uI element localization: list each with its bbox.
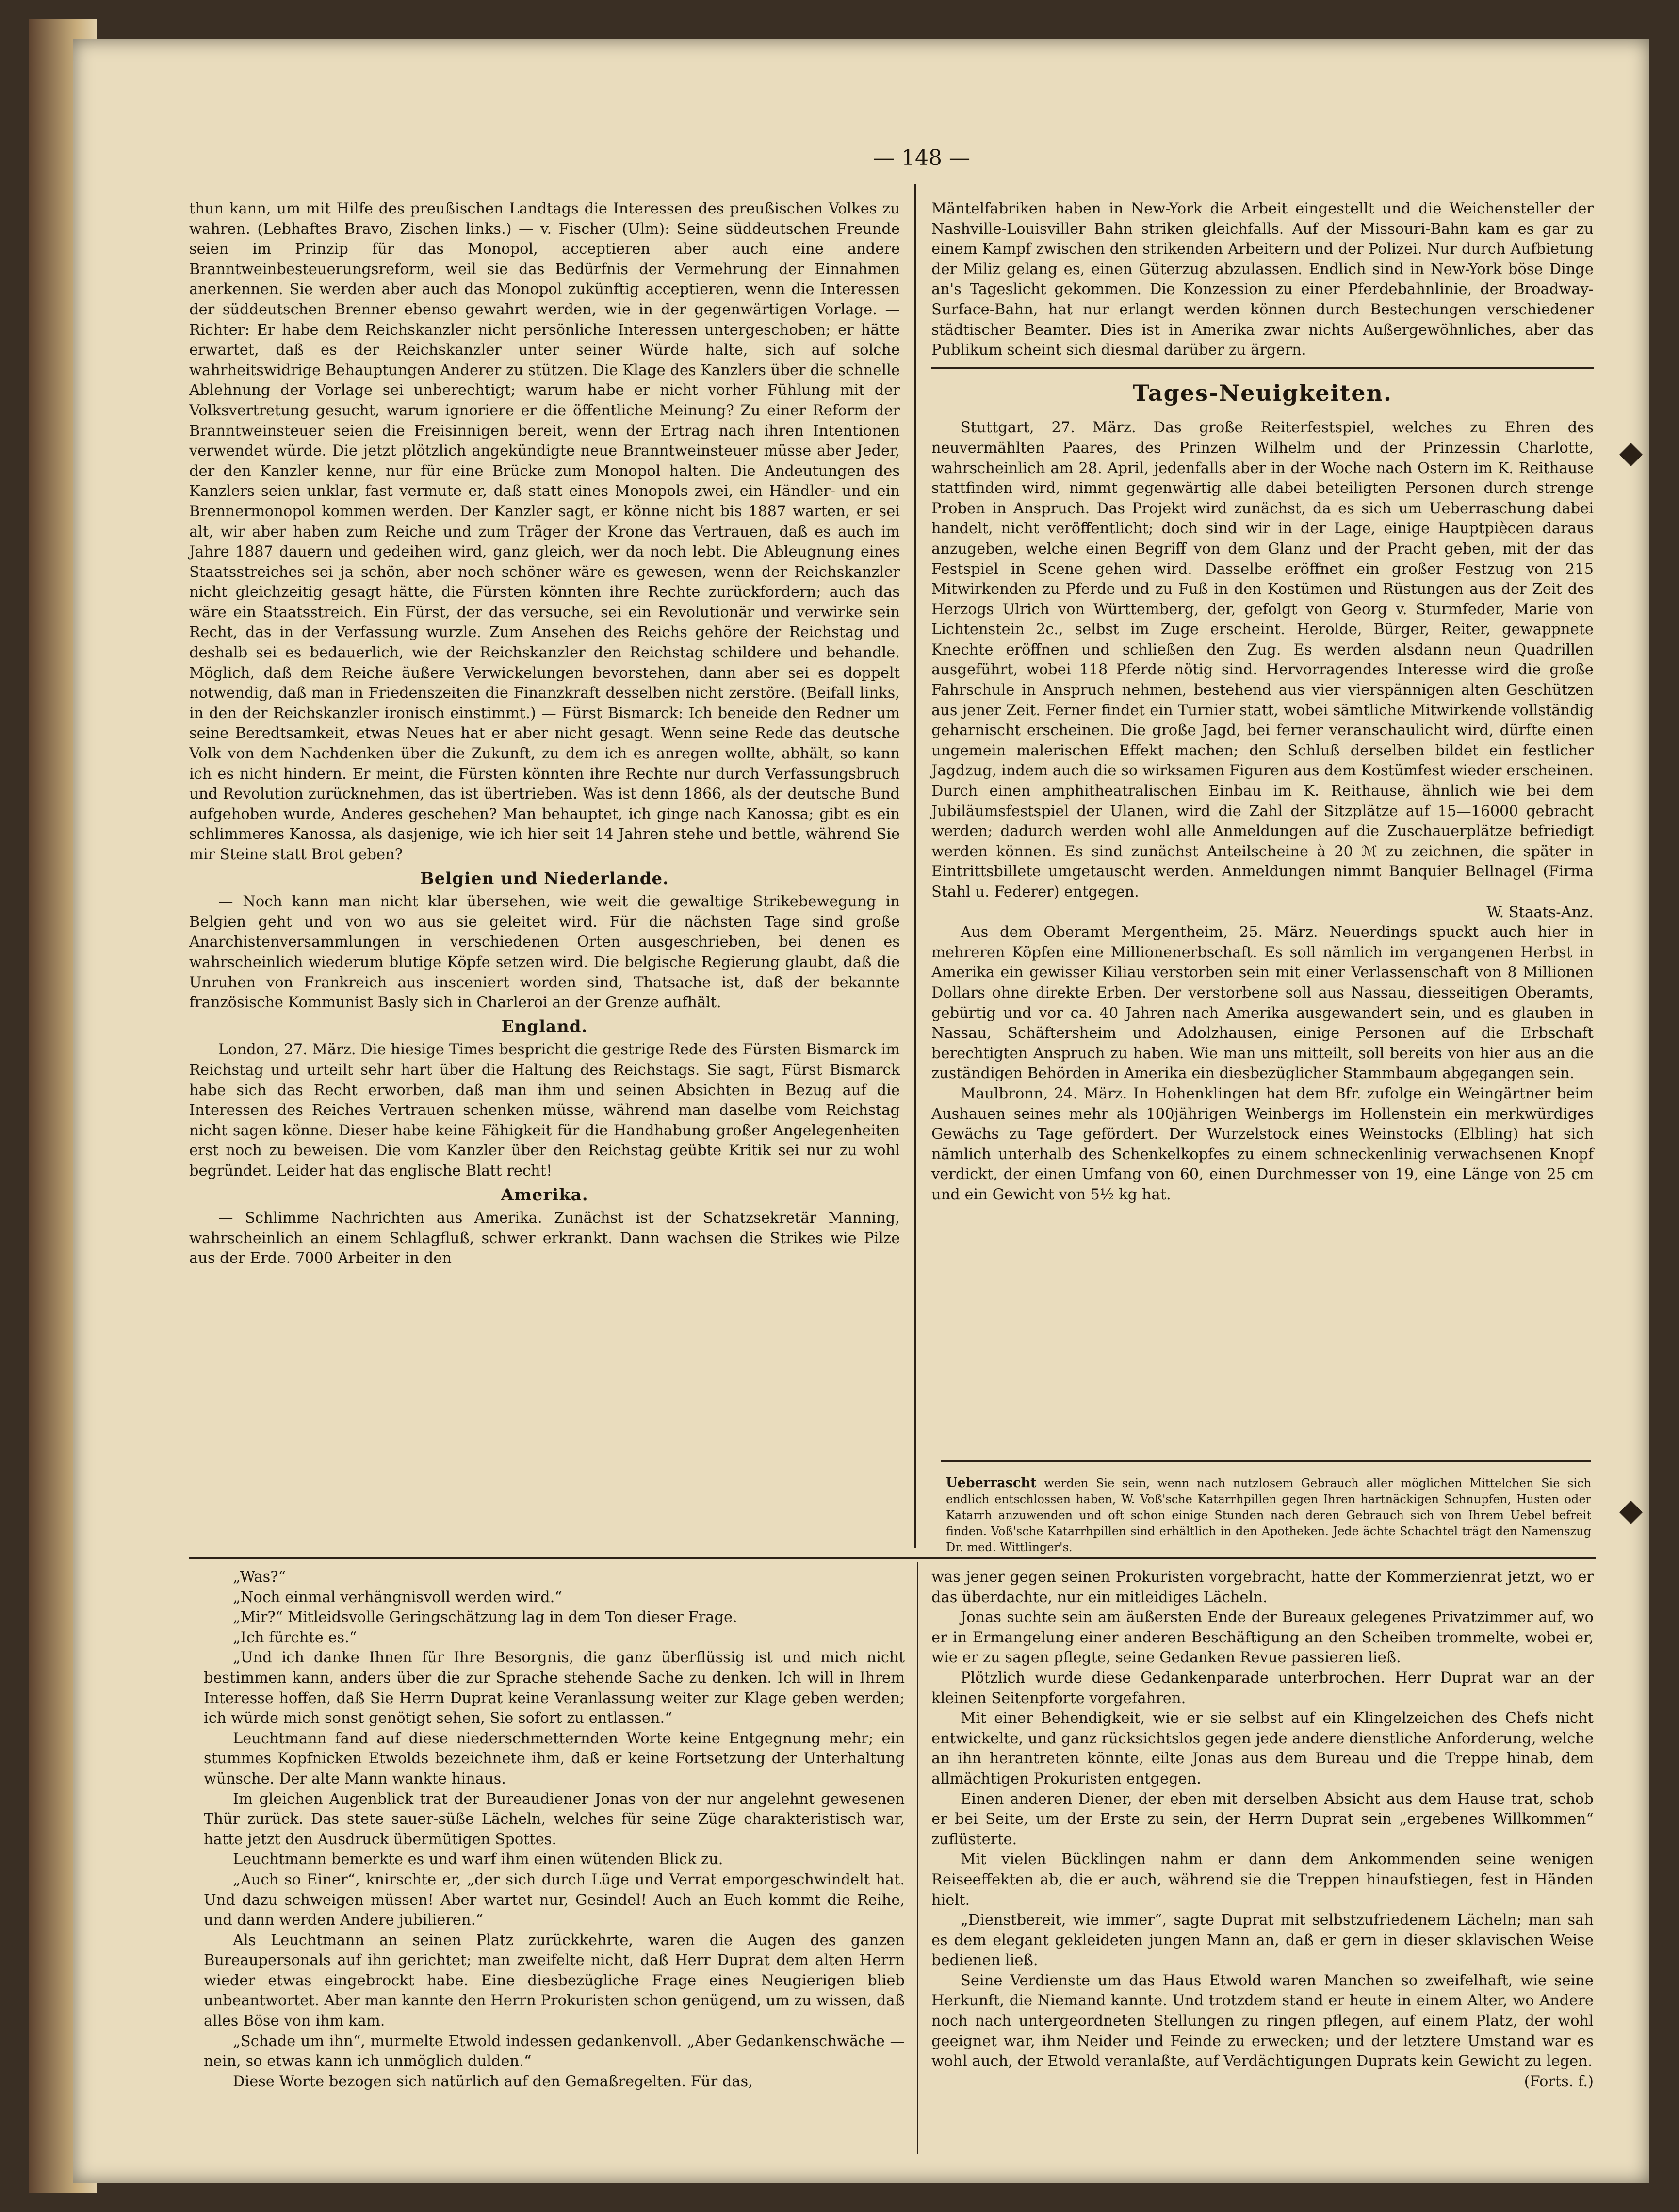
margin-marker-icon	[1619, 1501, 1643, 1524]
feuilleton-left-p4: „Ich fürchte es.“	[233, 1629, 357, 1646]
feuilleton-left-p12: Diese Worte bezogen sich natürlich auf den Gemaßregelten. Für das,	[233, 2073, 753, 2090]
heading-england: England.	[501, 1016, 588, 1036]
feuilleton-right-p3: Plötzlich wurde diese Gedankenparade unterbrochen. Herr Duprat war an der kleinen Seitenpforte vorgefahren.	[931, 1669, 1594, 1707]
feuilleton-left-p9: „Auch so Einer“, knirschte er, „der sich durch Lüge und Verrat emporgeschwindelt hat. Und dazu schweigen müssen! Aber wartet nur, Gesindel! Auch an Euch kommt die Reihe, und dann werden Andere jubilieren.“	[204, 1871, 905, 1929]
feuilleton-right-p4: Mit einer Behendigkeit, wie er sie selbst auf ein Klingelzeichen des Chefs nicht entwickelte, und ganz rücksichtslos gegen jede andere dienstliche Anforderung, welche an ihn herantreten könnte, eilte Jonas aus dem Bureau und die Treppe hinab, dem allmächtigen Prokuristen entgegen.	[931, 1710, 1594, 1787]
heading-belgium: Belgien und Niederlande.	[420, 868, 669, 888]
right-top-column	[931, 199, 1594, 1205]
signature-staatsanzeiger: W. Staats-Anz.	[1486, 903, 1594, 921]
feuilleton-rule	[189, 1557, 1596, 1559]
heading-america: Amerika.	[501, 1185, 588, 1205]
paragraph-reichstag: thun kann, um mit Hilfe des preußischen Landtags die Interessen des preußischen Volkes zu wahren. (Lebhaftes Bravo, Zischen links.) — v. Fischer (Ulm): Seine süddeutschen Freunde seien im Prinzip für das Monopol, acceptieren aber auch eine andere Branntweinbesteuerungsreform, weil sie das Bedürfnis der Vermehrung der Einnahmen anerkennen. Sie werden aber auch das Monopol zukünftig acceptieren, wenn die Interessen der süddeutschen Brenner ebenso gewahrt werden, wie in der gegenwärtigen Vorlage. — Richter: Er habe dem Reichskanzler nicht persönliche Interessen untergeschoben; er hätte erwartet, daß es der Reichskanzler unter seiner Würde halte, sich auf solche wahrheitswidrige Behauptungen Anderer zu stützen. Die Klage des Kanzlers über die schnelle Ablehnung der Vorlage sei unberechtigt; warum habe er nicht vorher Fühlung mit der Volksvertretung gesucht, warum ignoriere er die öffentliche Meinung? Zu einer Reform der Branntweinsteuer seien die Freisinnigen bereit, wenn der Ertrag nach ihren Intentionen verwendet würde. Die jetzt plötzlich angekündigte neue Branntweinsteuer müsse aber Jeder, der den Kanzler kenne, nur für eine Brücke zum Monopol halten. Die Andeutungen des Kanzlers seien unklar, fast vermute er, daß statt eines Monopols zwei, ein Händler- und ein Brennermonopol kommen werden. Der Kanzler sagt, er könne nicht bis 1887 warten, er sei alt, wir aber haben zum Reiche und zum Träger der Krone das Vertrauen, daß es auch im Jahre 1887 dauern und gedeihen wird, ganz gleich, wer da noch lebt. Die Ableugnung eines Staatsstreiches sei ja schön, aber noch schöner wäre es gewesen, wenn der Reichskanzler nicht gleichzeitig gesagt hätte, die Fürsten könnten ihre Rechte zurückfordern; auch das wäre ein Staatsstreich. Ein Fürst, der das versuche, sei ein Revolutionär und verwirke sein Recht, das in der Verfassung wurzle. Zum Ansehen des Reichs gehöre der Reichstag und deshalb sei es bedauerlich, wie der Reichskanzler den Reichstag schildere und behandle. Möglich, daß dem Reiche äußere Verwickelungen bevorstehen, dann aber sei es doppelt notwendig, daß man in Friedenszeiten die Finanzkraft desselben nicht zerstöre. (Beifall links, in den der Reichskanzler ironisch einstimmt.) — Fürst Bismarck: Ich beneide den Redner um seine Beredtsamkeit, etwas Neues hat er aber nicht gesagt. Wenn seine Rede das deutsche Volk von dem Nachdenken über die Zukunft, zu dem ich es anregen wollte, abhält, so kann ich es nicht hindern. Er meint, die Fürsten könnten ihre Rechte nur durch Verfassungsbruch und Revolution zurücknehmen, das ist übertrieben. Was ist denn 1866, als der deutsche Bund aufgehoben wurde, Anderes geschehen? Man behauptet, ich ginge nach Kanossa; gibt es ein schlimmeres Kanossa, als dasjenige, wie ich hier seit 14 Jahren stehe und bettle, während Sie mir Steine statt Brot geben?	[189, 200, 900, 863]
feuilleton-left-p2: „Noch einmal verhängnisvoll werden wird.“	[233, 1589, 562, 1606]
heading-news: Tages-Neuigkeiten.	[1132, 379, 1393, 406]
feuilleton-right-p8: Seine Verdienste um das Haus Etwold waren Manchen so zweifelhaft, wie seine Herkunft, die Niemand kannte. Und trotzdem stand er heute in einem Alter, wo Andere noch nach untergeordneten Stellungen zu ringen pflegen, auf einem Platz, der wohl geeignet war, ihm Neider und Feinde zu erwecken; und der letztere Umstand war es wohl auch, der Etwold veranlaßte, auf Verdächtigungen Duprats kein Gewicht zu legen.	[931, 1972, 1594, 2070]
feuilleton-right-p5: Einen anderen Diener, der eben mit derselben Absicht aus dem Hause trat, schob er bei Seite, um der Erste zu sein, der Herrn Duprat sein „ergebenes Willkommen“ zuflüsterte.	[931, 1790, 1594, 1848]
newspaper-page	[73, 39, 1649, 2183]
advertisement-katarrhpillen	[946, 1475, 1591, 1556]
page-number: — 148 —	[873, 146, 970, 170]
feuilleton-left-p10: Als Leuchtmann an seinen Platz zurückkehrte, waren die Augen des ganzen Bureaupersonals auf ihn gerichtet; man zweifelte nicht, daß Herr Duprat dem alten Herrn wieder etwas eingebrockt habe. Eine diesbezügliche Frage eines Neugierigen blieb unbeantwortet. Aber man kannte den Herrn Prokuristen schon genügend, um zu wissen, daß alles Böse von ihm kam.	[204, 1932, 905, 2030]
paragraph-america-continued: Mäntelfabriken haben in New-York die Arbeit eingestellt und die Weichensteller der Nashville-Louisviller Bahn striken gleichfalls. Auf der Missouri-Bahn kam es gar zu einem Kampf zwischen den strikenden Arbeitern und der Polizei. Nur durch Aufbietung der Miliz gelang es, einen Güterzug abzulassen. Endlich sind in New-York böse Dinge an's Tageslicht gekommen. Die Konzession zu einer Pferdebahnlinie, der Broadway-Surface-Bahn, hat nur erlangt werden können durch Bestechungen verschiedener städtischer Beamter. Dies ist in Amerika zwar nichts Außergewöhnliches, aber das Publikum scheint sich diesmal darüber zu ärgern.	[931, 200, 1594, 359]
feuilleton-left-column	[204, 1567, 905, 2092]
feuilleton-right-p6: Mit vielen Bücklingen nahm er dann dem Ankommenden seine wenigen Reiseeffekten ab, die er auch, während sie die Treppen hinaufstiegen, fest in Händen hielt.	[931, 1851, 1594, 1909]
feuilleton-right-p7: „Dienstbereit, wie immer“, sagte Duprat mit selbstzufriedenem Lächeln; man sah es dem elegant gekleideten jungen Mann an, daß er gern in dieser sklavischen Weise bedienen ließ.	[931, 1912, 1594, 1969]
feuilleton-left-p5: „Und ich danke Ihnen für Ihre Besorgnis, die ganz überflüssig ist und mich nicht bestimmen kann, anders über die zur Sprache stehende Sache zu denken. Ich will in Ihrem Interesse hoffen, daß Sie Herrn Duprat keine Veranlassung weiter zur Klage geben werden; ich würde mich sonst genötigt sehen, Sie sofort zu entlassen.“	[204, 1649, 905, 1727]
column-divider-bottom	[917, 1562, 918, 2154]
left-top-column	[189, 199, 900, 1269]
paragraph-mergentheim: Aus dem Oberamt Mergentheim, 25. März. Neuerdings spuckt auch hier in mehreren Köpfen eine Millionenerbschaft. Es soll nämlich im vergangenen Herbst in Amerika ein gewisser Kiliau verstorben sein mit einer Verlassenschaft von 8 Millionen Dollars ohne direkte Erben. Der verstorbene soll aus Nassau, diesseitigen Oberamts, gebürtig und vor ca. 40 Jahren nach Amerika ausgewandert sein, und es glauben in Nassau, Schäftersheim und Adolzhausen, einige Personen auf die Erbschaft berechtigten Anspruch zu haben. Wie man uns mitteilt, soll bereits von hier aus an die zuständigen Behörden in Amerika ein diesbezüglicher Stammbaum abgegangen sein.	[931, 924, 1594, 1082]
advert-title: Ueberrascht	[946, 1475, 1037, 1491]
paragraph-america: — Schlimme Nachrichten aus Amerika. Zunächst ist der Schatzsekretär Manning, wahrscheinlich an einem Schlagfluß, schwer erkrankt. Dann wachsen die Strikes wie Pilze aus der Erde. 7000 Arbeiter in den	[189, 1210, 900, 1267]
advert-text: werden Sie sein, wenn nach nutzlosem Gebrauch aller möglichen Mittelchen Sie sich endlich entschlossen haben, W. Voß'sche Katarrhpillen gegen Ihren hartnäckigen Schnupfen, Husten oder Katarrh anzuwenden und oft schon einige Stunden nach deren Gebrauch sich von Ihrem Uebel befreit finden. Voß'sche Katarrhpillen sind erhältlich in den Apotheken. Jede ächte Schachtel trägt den Namenszug Dr. med. Wittlinger's.	[946, 1476, 1591, 1554]
news-rule	[931, 367, 1594, 369]
advert-rule-top	[941, 1460, 1591, 1462]
continuation-note: (Forts. f.)	[1524, 2073, 1594, 2090]
column-divider-top	[914, 184, 916, 1548]
feuilleton-right-column	[931, 1567, 1594, 2092]
paragraph-maulbronn: Maulbronn, 24. März. In Hohenklingen hat dem Bfr. zufolge ein Weingärtner beim Aushauen seines mehr als 100jährigen Weinbergs im Hollenstein ein merkwürdiges Gewächs zu Tage gefördert. Der Wurzelstock eines Weinstocks (Elbling) hat sich nämlich unterhalb des Schenkelkopfes zu einem schneckenlinig verwachsenen Knopf verdickt, der einen Umfang von 60, einen Durchmesser von 19, eine Länge von 25 cm und ein Gewicht von 5½ kg hat.	[931, 1085, 1594, 1203]
paragraph-belgium: — Noch kann man nicht klar übersehen, wie weit die gewaltige Strikebewegung in Belgien geht und von wo aus sie geleitet wird. Für die nächsten Tage sind große Anarchistenversammlungen in verschiedenen Orten ausgeschrieben, bei denen es wahrscheinlich wiederum blutige Köpfe setzen wird. Die belgische Regierung glaubt, daß die Unruhen von Frankreich aus insceniert worden sind, Thatsache ist, daß der bekannte französische Kommunist Basly sich in Charleroi an der Grenze aufhält.	[189, 893, 900, 1012]
margin-marker-icon	[1619, 443, 1643, 466]
feuilleton-right-p1: was jener gegen seinen Prokuristen vorgebracht, hatte der Kommerzienrat jetzt, wo er das überdachte, nur ein mitleidiges Lächeln.	[931, 1569, 1594, 1606]
feuilleton-left-p7: Im gleichen Augenblick trat der Bureaudiener Jonas von der nur angelehnt gewesenen Thür zurück. Das stete sauer-süße Lächeln, welches für seine Züge charakteristisch war, hatte jetzt den Ausdruck übermütigen Spottes.	[204, 1790, 905, 1848]
feuilleton-left-p8: Leuchtmann bemerkte es und warf ihm einen wütenden Blick zu.	[233, 1851, 723, 1868]
paragraph-england: London, 27. März. Die hiesige Times bespricht die gestrige Rede des Fürsten Bismarck im Reichstag und urteilt sehr hart über die Haltung des Reichstags. Sie sagt, Fürst Bismarck habe sich das Recht erworben, daß man ihm und seinen Absichten in Bezug auf die Interessen des Reiches Vertrauen schenken müsse, während man daselbe vom Reichstag nicht sagen könne. Dieser habe keine Fähigkeit für die Handhabung großer Angelegenheiten erst noch zu beweisen. Die vom Kanzler über den Reichstag geübte Kritik sei nur zu wohl begründet. Leider hat das englische Blatt recht!	[189, 1041, 900, 1180]
feuilleton-left-p11: „Schade um ihn“, murmelte Etwold indessen gedankenvoll. „Aber Gedankenschwäche — nein, so etwas kann ich unmöglich dulden.“	[204, 2032, 905, 2070]
feuilleton-left-p3: „Mir?“ Mitleidsvolle Geringschätzung lag in dem Ton dieser Frage.	[233, 1609, 737, 1626]
feuilleton-left-p1: „Was?“	[233, 1569, 286, 1586]
feuilleton-right-p2: Jonas suchte sein am äußersten Ende der Bureaux gelegenes Privatzimmer auf, wo er in Ermangelung einer anderen Beschäftigung an den Scheiben trommelte, wobei er, wie er zu sagen pflegte, seine Gedanken Revue passieren ließ.	[931, 1609, 1594, 1667]
paragraph-stuttgart: Stuttgart, 27. März. Das große Reiterfestspiel, welches zu Ehren des neuvermählten Paares, des Prinzen Wilhelm und der Prinzessin Charlotte, wahrscheinlich am 28. April, jedenfalls aber in der Woche nach Ostern im K. Reithause stattfinden wird, nimmt gegenwärtig alle dabei beteiligten Personen durch strenge Proben in Anspruch. Das Projekt wird zunächst, da es sich um Ueberraschung dabei handelt, nicht veröffentlicht; doch sind wir in der Lage, einige Hauptpiècen daraus anzugeben, welche einen Begriff von dem Glanz und der Pracht geben, mit der das Festspiel in Scene gehen wird. Dasselbe eröffnet ein großer Festzug von 215 Mitwirkenden zu Pferde und zu Fuß in den Kostümen und Rüstungen aus der Zeit des Herzogs Ulrich von Württemberg, der, gefolgt von Georg v. Sturmfeder, Marie von Lichtenstein 2c., selbst im Zuge erscheint. Herolde, Bürger, Reiter, gewappnete Knechte eröffnen und schließen den Zug. Es werden alsdann neun Quadrillen ausgeführt, wobei 118 Pferde nötig sind. Hervorragendes Interesse wird die große Fahrschule in Anspruch nehmen, bestehend aus vier vierspännigen alten Geschützen aus jener Zeit. Ferner findet ein Turnier statt, wobei sämtliche Mitwirkende vollständig geharnischt erscheinen. Die große Jagd, bei ferner veranschaulicht wird, dürfte einen ungemein malerischen Effekt machen; den Schluß derselben bildet ein festlicher Jagdzug, indem auch die so wirksamen Figuren aus dem Kostümfest wieder erscheinen. Durch einen amphitheatralischen Einbau im K. Reithause, ähnlich wie bei dem Jubiläumsfestspiel der Ulanen, wird die Zahl der Sitzplätze auf 15—16000 gebracht werden; dadurch werden wohl alle Anmeldungen auf die Zuschauerplätze befriedigt werden können. Es sind zunächst Anteilscheine à 20 ℳ zu zeichnen, die später in Eintrittsbillete umgetauscht werden. Anmeldungen nimmt Banquier Bellnagel (Firma Stahl u. Federer) entgegen.	[931, 419, 1594, 901]
feuilleton-left-p6: Leuchtmann fand auf diese niederschmetternden Worte keine Entgegnung mehr; ein stummes Kopfnicken Etwolds bezeichnete ihm, daß er keine Fortsetzung der Unterhaltung wünsche. Der alte Mann wankte hinaus.	[204, 1730, 905, 1787]
